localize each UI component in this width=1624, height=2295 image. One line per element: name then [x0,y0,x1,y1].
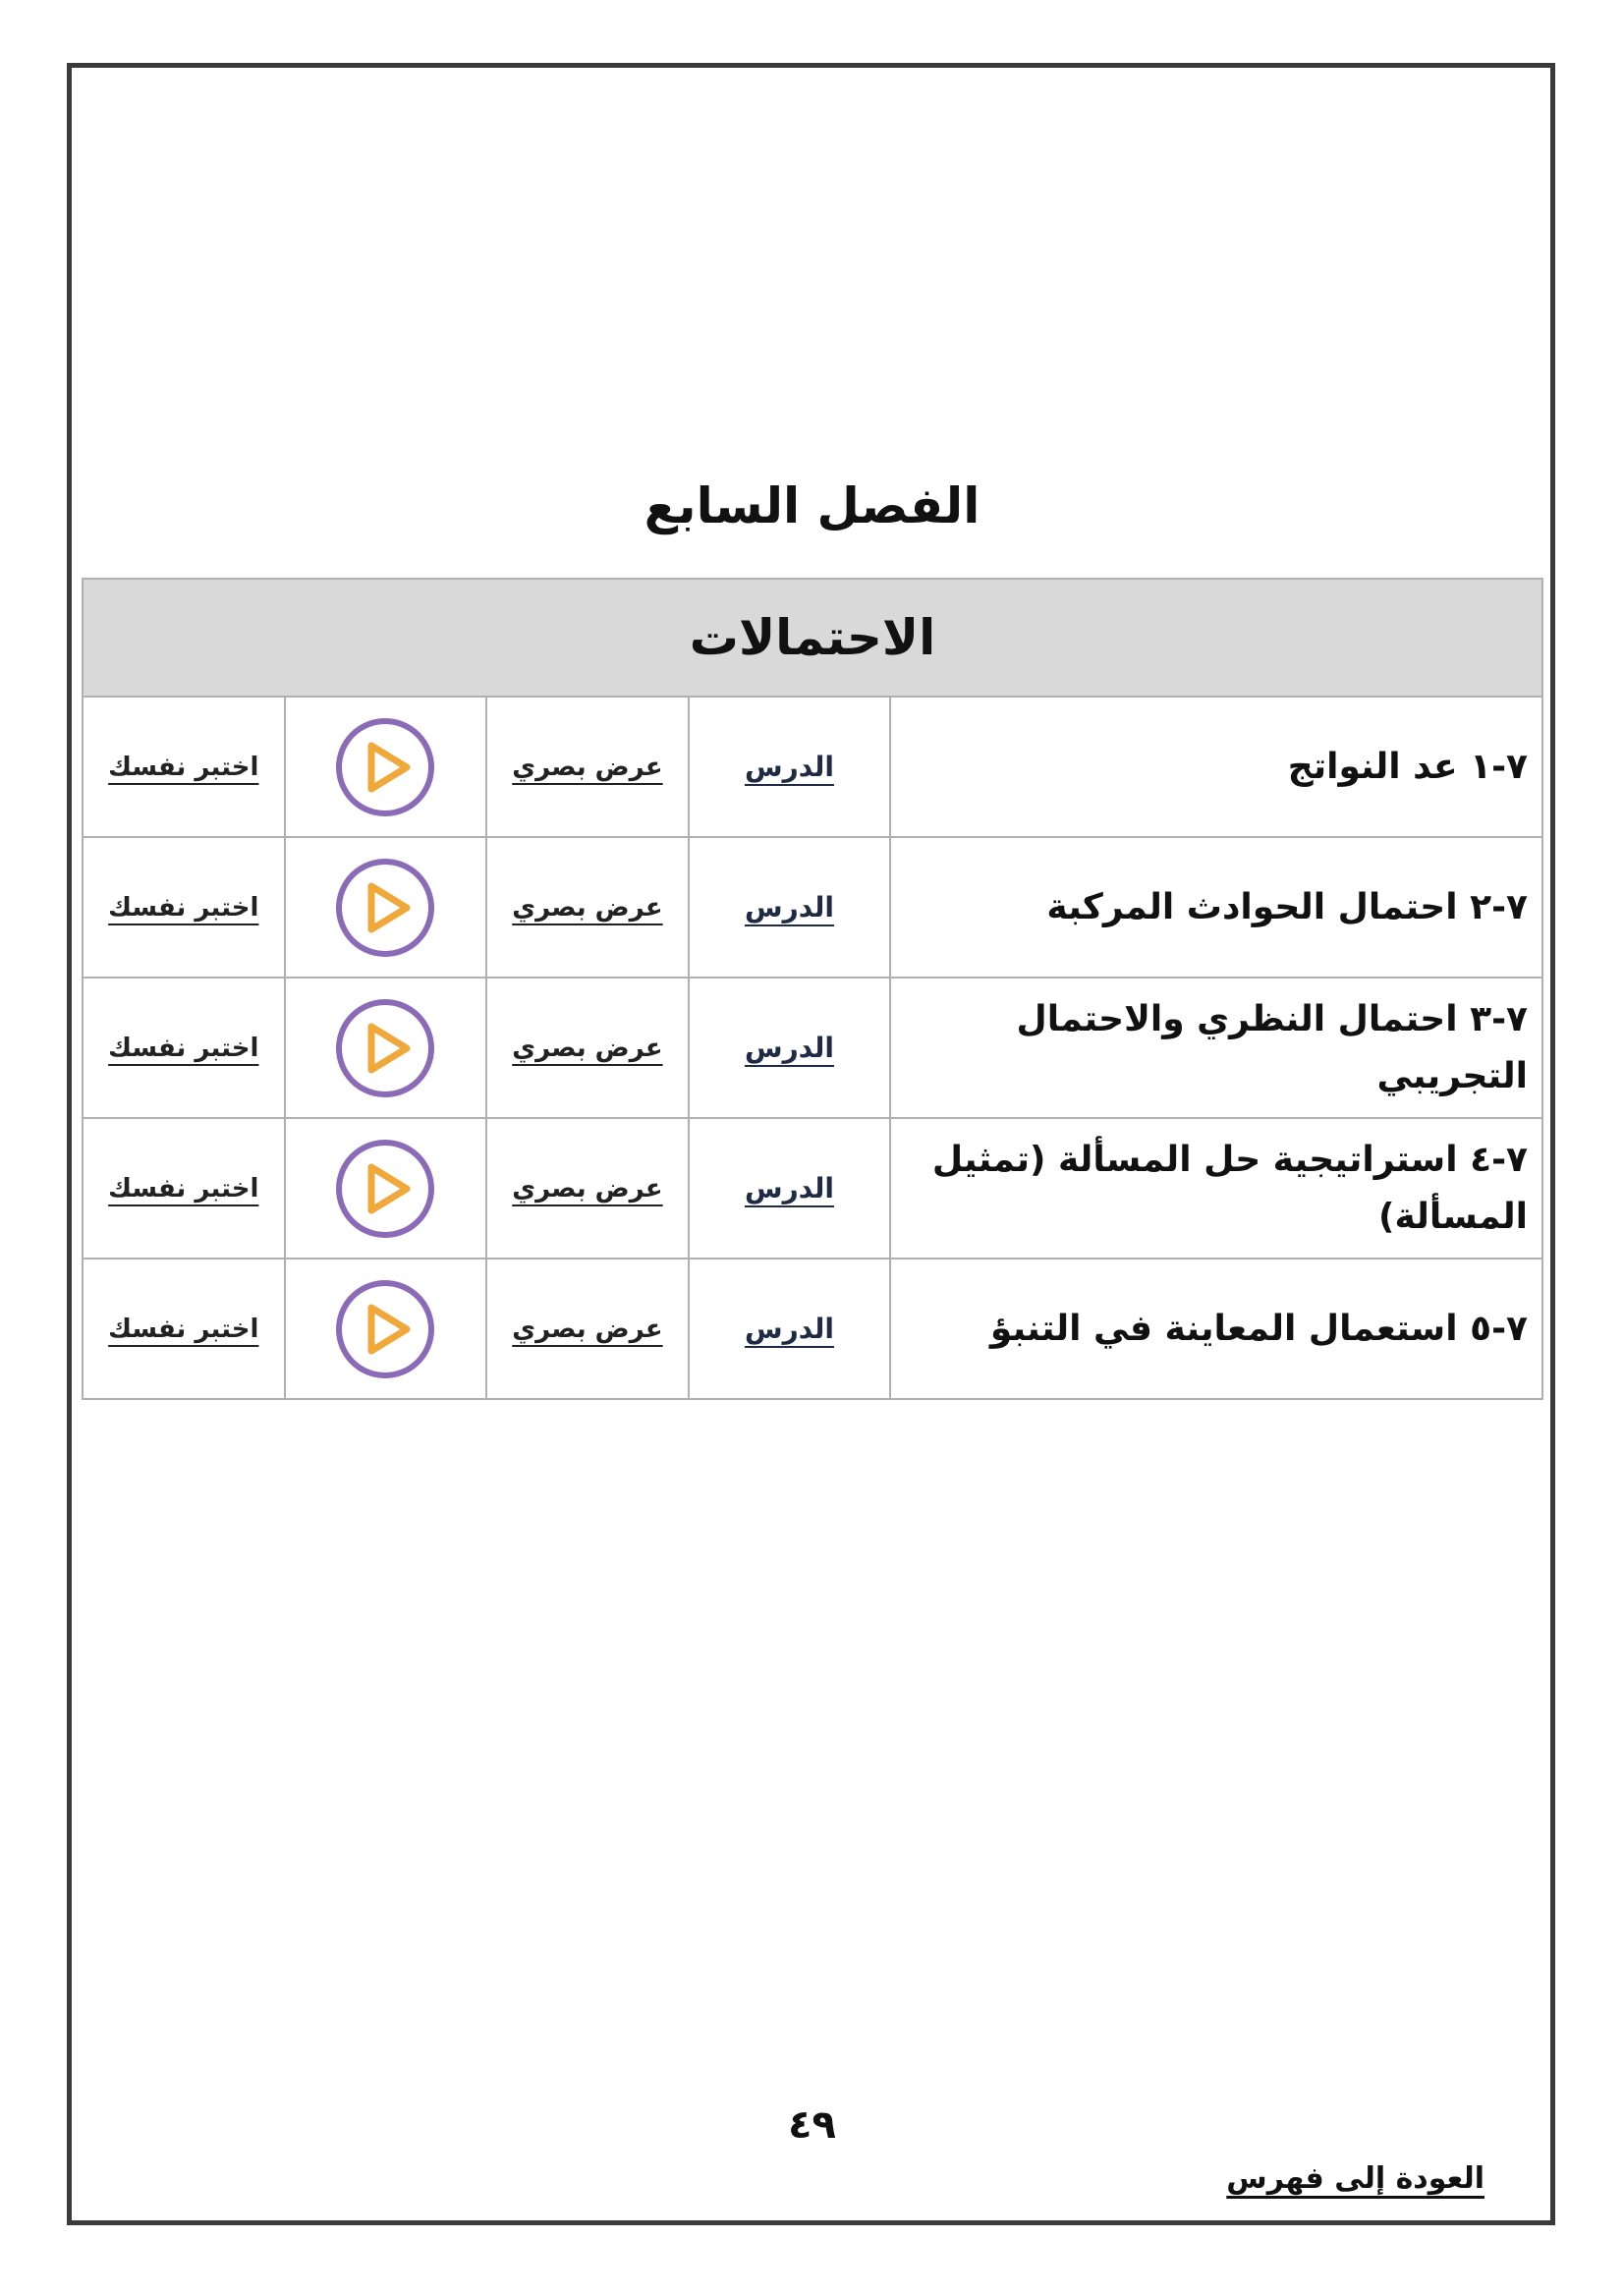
visual-display-link[interactable]: عرض بصري [512,752,663,782]
table-header: الاحتمالات [83,579,1542,697]
play-icon[interactable] [334,857,436,959]
lesson-link[interactable]: الدرس [744,1032,834,1064]
lesson-link[interactable]: الدرس [744,751,834,783]
lesson-link[interactable]: الدرس [744,1172,834,1204]
self-test-link[interactable]: اختبر نفسك [108,1173,259,1203]
lesson-link[interactable]: الدرس [744,1313,834,1345]
back-to-index-link[interactable]: العودة إلى فهرس [1226,2161,1484,2196]
lesson-title: ٧-٢ احتمال الحوادث المركبة [890,837,1542,978]
self-test-link[interactable]: اختبر نفسك [108,1314,259,1344]
lesson-title: ٧-٣ احتمال النظري والاحتمال التجريبي [890,978,1542,1118]
visual-display-link[interactable]: عرض بصري [512,892,663,923]
self-test-link[interactable]: اختبر نفسك [108,1033,259,1063]
lesson-title: ٧-٥ استعمال المعاينة في التنبؤ [890,1259,1542,1399]
visual-display-link[interactable]: عرض بصري [512,1173,663,1203]
play-icon[interactable] [334,1138,436,1240]
self-test-link[interactable]: اختبر نفسك [108,892,259,923]
table-row [83,697,1542,837]
table-row [83,1259,1542,1399]
play-icon[interactable] [334,997,436,1099]
visual-display-link[interactable]: عرض بصري [512,1033,663,1063]
play-icon[interactable] [334,716,436,818]
table-row [83,1118,1542,1259]
chapter-title: الفصل السابع [644,477,980,534]
table-row [83,978,1542,1118]
lesson-title: ٧-١ عد النواتج [890,697,1542,837]
table-row [83,837,1542,978]
page-number: ٤٩ [788,2102,836,2148]
lesson-title: ٧-٤ استراتيجية حل المسألة (تمثيل المسألة) [890,1118,1542,1259]
visual-display-link[interactable]: عرض بصري [512,1314,663,1344]
self-test-link[interactable]: اختبر نفسك [108,752,259,782]
play-icon[interactable] [334,1278,436,1380]
lessons-table [82,578,1543,1400]
lesson-link[interactable]: الدرس [744,891,834,924]
table-header-row [83,579,1542,697]
